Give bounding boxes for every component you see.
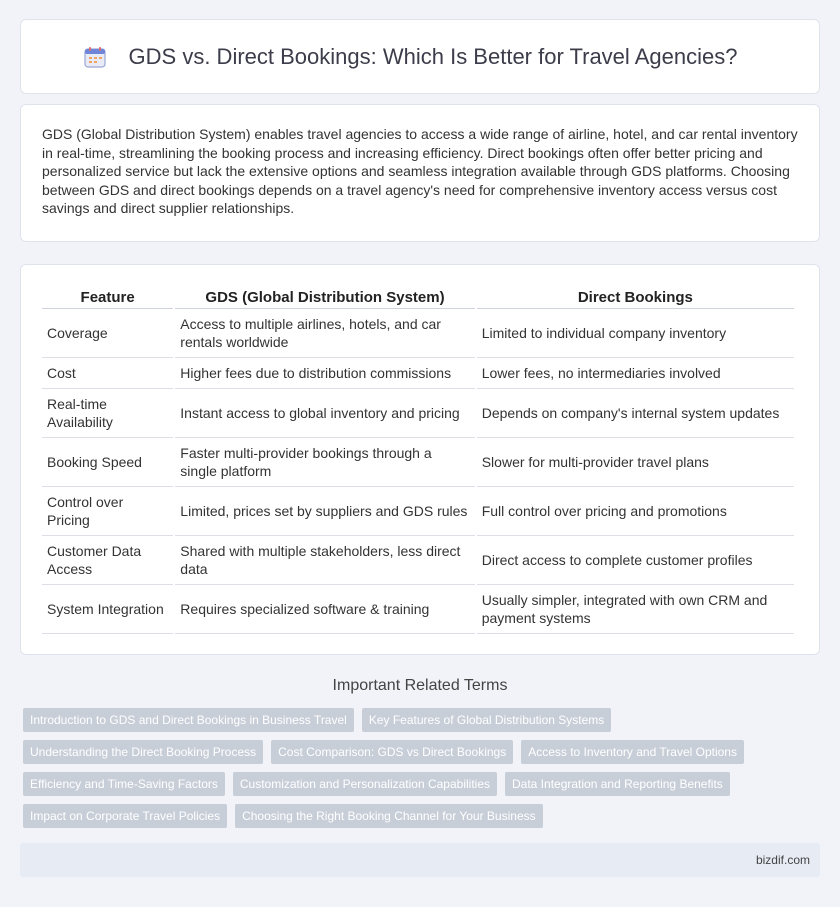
feature-cell: Cost (42, 358, 173, 389)
related-term-tag[interactable]: Access to Inventory and Travel Options (521, 740, 744, 764)
direct-cell: Usually simpler, integrated with own CRM and payment systems (477, 585, 794, 634)
table-row (42, 438, 794, 487)
gds-cell: Faster multi-provider bookings through a single platform (175, 438, 474, 487)
gds-cell: Requires specialized software & training (175, 585, 474, 634)
intro-card (20, 104, 820, 242)
feature-cell: Customer Data Access (42, 536, 173, 585)
gds-cell: Higher fees due to distribution commissions (175, 358, 474, 389)
comparison-card (20, 264, 820, 655)
table-row (42, 487, 794, 536)
table-row (42, 389, 794, 438)
table-row (42, 536, 794, 585)
calendar-icon (83, 45, 107, 69)
feature-cell: System Integration (42, 585, 173, 634)
direct-cell: Lower fees, no intermediaries involved (477, 358, 794, 389)
related-term-tag[interactable]: Customization and Personalization Capabilities (233, 772, 497, 796)
direct-cell: Limited to individual company inventory (477, 309, 794, 358)
page-title: GDS vs. Direct Bookings: Which Is Better for Travel Agencies? (128, 43, 738, 69)
feature-cell: Control over Pricing (42, 487, 173, 536)
table-row (42, 309, 794, 358)
gds-cell: Instant access to global inventory and pricing (175, 389, 474, 438)
related-term-tag[interactable]: Introduction to GDS and Direct Bookings in Business Travel (23, 708, 354, 732)
feature-cell: Booking Speed (42, 438, 173, 487)
related-term-tag[interactable]: Cost Comparison: GDS vs Direct Bookings (271, 740, 513, 764)
table-row (42, 585, 794, 634)
related-term-tag[interactable]: Efficiency and Time-Saving Factors (23, 772, 225, 796)
footer (20, 843, 820, 877)
tag-row (23, 804, 813, 828)
footer-site-link[interactable]: bizdif.com (755, 853, 810, 867)
direct-cell: Full control over pricing and promotions (477, 487, 794, 536)
tag-row (23, 740, 813, 764)
related-term-tag[interactable]: Impact on Corporate Travel Policies (23, 804, 227, 828)
related-term-tag[interactable]: Understanding the Direct Booking Process (23, 740, 263, 764)
header-direct: Direct Bookings (477, 287, 794, 309)
related-terms-list (23, 708, 813, 836)
gds-cell: Access to multiple airlines, hotels, and car rentals worldwide (175, 309, 474, 358)
intro-paragraph: GDS (Global Distribution System) enables travel agencies to access a wide range of airline, hotel, and car rental inventory in real-time, streamlining the booking process and increasing efficiency. Direct bookings often offer better pricing and personalized service but lack the extensive options and seamless integration available through GDS platforms. Choosing between GDS and direct bookings depends on a travel agency's need for comprehensive inventory access versus cost savings and direct supplier relationships. (42, 126, 798, 216)
direct-cell: Slower for multi-provider travel plans (477, 438, 794, 487)
header-feature: Feature (42, 287, 173, 309)
table-header-row (42, 287, 794, 309)
feature-cell: Coverage (42, 309, 173, 358)
tag-row (23, 772, 813, 796)
gds-cell: Shared with multiple stakeholders, less direct data (175, 536, 474, 585)
related-term-tag[interactable]: Choosing the Right Booking Channel for Your Business (235, 804, 543, 828)
feature-cell: Real-time Availability (42, 389, 173, 438)
table-row (42, 358, 794, 389)
comparison-table (40, 287, 796, 634)
title-card (20, 19, 820, 94)
related-term-tag[interactable]: Key Features of Global Distribution Systems (362, 708, 611, 732)
direct-cell: Direct access to complete customer profiles (477, 536, 794, 585)
direct-cell: Depends on company's internal system updates (477, 389, 794, 438)
tag-row (23, 708, 813, 732)
header-gds: GDS (Global Distribution System) (175, 287, 474, 309)
related-term-tag[interactable]: Data Integration and Reporting Benefits (505, 772, 730, 796)
gds-cell: Limited, prices set by suppliers and GDS rules (175, 487, 474, 536)
related-terms-heading: Important Related Terms (332, 677, 508, 694)
